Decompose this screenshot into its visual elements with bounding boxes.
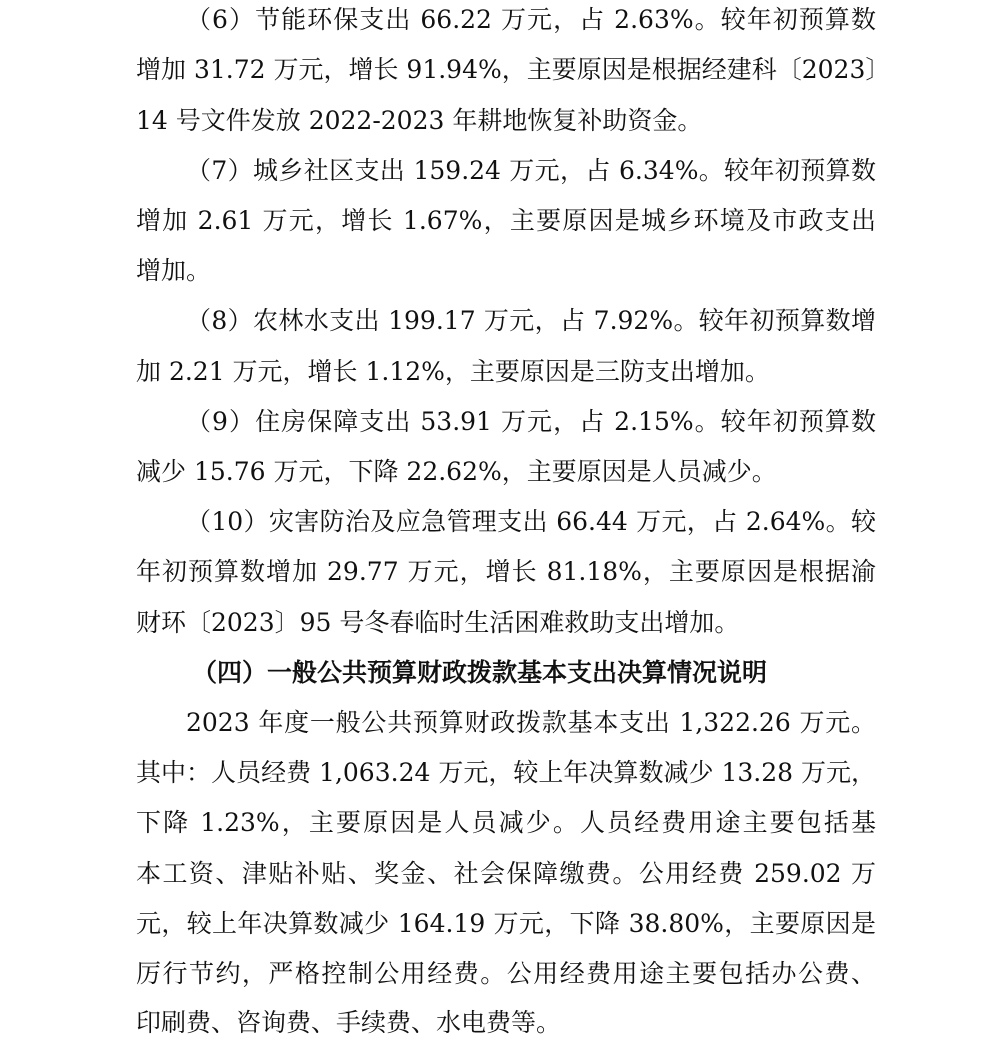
summary-line-2: 其中：人员经费 1,063.24 万元，较上年决算数减少 13.28 万元， xyxy=(136,758,876,787)
paragraph-10-line-3: 财环〔2023〕95 号冬春临时生活困难救助支出增加。 xyxy=(136,608,740,637)
section-heading: （四）一般公共预算财政拨款基本支出决算情况说明 xyxy=(192,658,768,687)
paragraph-10-line-2: 年初预算数增加 29.77 万元，增长 81.18%，主要原因是根据渝 xyxy=(136,557,876,586)
paragraph-8-line-2: 加 2.21 万元，增长 1.12%，主要原因是三防支出增加。 xyxy=(136,357,770,386)
paragraph-9-line-1: （9）住房保障支出 53.91 万元，占 2.15%。较年初预算数 xyxy=(186,407,876,436)
paragraph-10-line-1: （10）灾害防治及应急管理支出 66.44 万元，占 2.64%。较 xyxy=(186,507,876,536)
paragraph-6-line-2: 增加 31.72 万元，增长 91.94%，主要原因是根据经建科〔2023〕 xyxy=(136,55,891,84)
summary-line-7: 印刷费、咨询费、手续费、水电费等。 xyxy=(136,1008,562,1037)
paragraph-7-line-3: 增加。 xyxy=(136,256,212,285)
summary-line-1: 2023 年度一般公共预算财政拨款基本支出 1,322.26 万元。 xyxy=(186,708,876,737)
paragraph-9-line-2: 减少 15.76 万元，下降 22.62%，主要原因是人员减少。 xyxy=(136,457,777,486)
paragraph-8-line-1: （8）农林水支出 199.17 万元，占 7.92%。较年初预算数增 xyxy=(186,306,876,335)
paragraph-6-line-1: （6）节能环保支出 66.22 万元，占 2.63%。较年初预算数 xyxy=(186,5,876,34)
paragraph-7-line-2: 增加 2.61 万元，增长 1.67%，主要原因是城乡环境及市政支出 xyxy=(136,206,876,235)
paragraph-7-line-1: （7）城乡社区支出 159.24 万元，占 6.34%。较年初预算数 xyxy=(186,156,876,185)
summary-line-3: 下降 1.23%，主要原因是人员减少。人员经费用途主要包括基 xyxy=(136,808,876,837)
paragraph-6-line-3: 14 号文件发放 2022-2023 年耕地恢复补助资金。 xyxy=(136,106,703,135)
summary-line-4: 本工资、津贴补贴、奖金、社会保障缴费。公用经费 259.02 万 xyxy=(136,859,876,888)
summary-line-6: 厉行节约，严格控制公用经费。公用经费用途主要包括办公费、 xyxy=(136,959,876,988)
summary-line-5: 元，较上年决算数减少 164.19 万元，下降 38.80%，主要原因是 xyxy=(136,909,876,938)
